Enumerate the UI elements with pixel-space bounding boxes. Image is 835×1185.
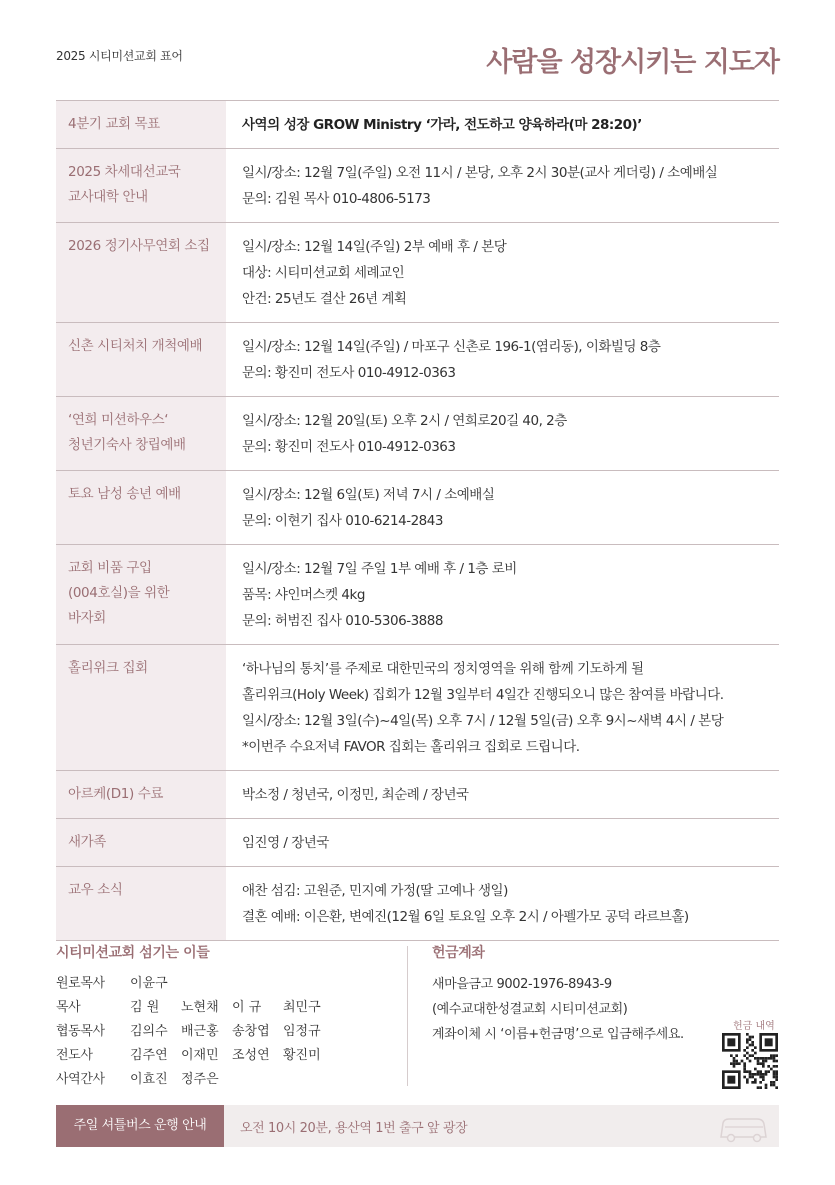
- row-label-line: 토요 남성 송년 예배: [68, 486, 181, 502]
- row-label-line: 교우 소식: [68, 882, 123, 898]
- staff-row: [56, 996, 416, 1020]
- staff-title: 시티미션교회 섬기는 이들: [56, 945, 210, 961]
- offering-title: 헌금계좌: [432, 945, 485, 961]
- row-content-line: *이번주 수요저녁 FAVOR 집회는 홀리위크 집회로 드립니다.: [242, 739, 580, 755]
- staff-name: 임정규: [283, 1024, 321, 1039]
- section-divider: [407, 946, 408, 1086]
- table-row: [56, 645, 779, 771]
- table-row: [56, 323, 779, 397]
- row-label: [56, 819, 226, 866]
- staff-name: 조성연: [232, 1048, 270, 1063]
- staff-name: 정주은: [181, 1072, 219, 1087]
- staff-role: 목사: [56, 1000, 81, 1015]
- row-content-line: 일시/장소: 12월 14일(주일) 2부 예배 후 / 본당: [242, 239, 507, 255]
- account-holder: (예수교대한성결교회 시티미션교회): [432, 1002, 628, 1017]
- staff-name: 송창엽: [232, 1024, 270, 1039]
- row-label: [56, 323, 226, 396]
- row-content: [226, 545, 779, 644]
- row-content-line: 문의: 허범진 집사 010-5306-3888: [242, 613, 443, 629]
- row-content-line: 일시/장소: 12월 14일(주일) / 마포구 신촌로 196-1(염리동), 이화빌딩 8층: [242, 339, 661, 355]
- row-content-line: 문의: 이현기 집사 010-6214-2843: [242, 513, 443, 529]
- row-label-line: 4분기 교회 목표: [68, 116, 160, 132]
- row-content-line: 일시/장소: 12월 7일 주일 1부 예배 후 / 1층 로비: [242, 561, 517, 577]
- row-content: [226, 471, 779, 544]
- row-label: [56, 771, 226, 818]
- row-content: [226, 323, 779, 396]
- row-content: [226, 645, 779, 770]
- row-content: [226, 223, 779, 322]
- row-content-line: 일시/장소: 12월 3일(수)~4일(목) 오후 7시 / 12월 5일(금) 오후 9시~새벽 4시 / 본당: [242, 713, 724, 729]
- row-label: [56, 101, 226, 148]
- staff-role: 협동목사: [56, 1024, 105, 1039]
- row-content: [226, 867, 779, 940]
- row-label-line: 청년기숙사 창립예배: [68, 437, 186, 453]
- row-content-line: 임진영 / 장년국: [242, 835, 329, 851]
- row-content-line: 결혼 예배: 이은환, 변예진(12월 6일 토요일 오후 2시 / 아펠가모 공덕 라르브홀): [242, 909, 689, 925]
- staff-row: [56, 1044, 416, 1068]
- qr-code-icon[interactable]: [722, 1033, 778, 1089]
- row-content: [226, 149, 779, 222]
- row-label-line: 2026 정기사무연회 소집: [68, 238, 210, 254]
- row-content: [226, 397, 779, 470]
- qr-label: 헌금 내역: [733, 1021, 775, 1032]
- row-content-line: 일시/장소: 12월 7일(주일) 오전 11시 / 본당, 오후 2시 30분(교사 게더링) / 소예배실: [242, 165, 718, 181]
- row-content-line: 애찬 섬김: 고원준, 민지예 가정(딸 고예나 생일): [242, 883, 508, 899]
- row-label-line: 교사대학 안내: [68, 189, 148, 205]
- row-label-line: 새가족: [68, 834, 106, 850]
- row-content-line: 일시/장소: 12월 20일(토) 오후 2시 / 연희로20길 40, 2층: [242, 413, 567, 429]
- staff-role: 원로목사: [56, 976, 105, 991]
- row-label-line: ‘연희 미션하우스‘: [68, 412, 169, 428]
- bus-icon: [717, 1113, 769, 1143]
- row-label-line: 아르케(D1) 수료: [68, 786, 164, 802]
- row-label: [56, 149, 226, 222]
- account-number: 새마을금고 9002-1976-8943-9: [432, 977, 612, 992]
- row-content: [226, 771, 779, 818]
- row-content-line: 홀리위크(Holy Week) 집회가 12월 3일부터 4일간 진행되오니 많은 참여를 바랍니다.: [242, 687, 724, 703]
- staff-name: 김의수: [130, 1024, 168, 1039]
- table-row: [56, 471, 779, 545]
- row-content-line: ‘하나님의 통치’를 주제로 대한민국의 정치영역을 위해 함께 기도하게 될: [242, 661, 644, 677]
- row-content-line: 일시/장소: 12월 6일(토) 저녁 7시 / 소예배실: [242, 487, 495, 503]
- staff-name: 김주연: [130, 1048, 168, 1063]
- shuttle-bar: [56, 1105, 779, 1147]
- staff-list: [56, 972, 416, 1092]
- staff-section: [56, 942, 416, 1092]
- row-label: [56, 471, 226, 544]
- staff-name: 이윤구: [130, 976, 168, 991]
- row-content-line: 안건: 25년도 결산 26년 계획: [242, 291, 407, 307]
- table-row: [56, 867, 779, 941]
- staff-name: 이 규: [232, 1000, 262, 1015]
- notice-table: [56, 100, 779, 941]
- row-label-line: (004호실)을 위한: [68, 585, 170, 601]
- row-label-line: 신촌 시티처치 개척예배: [68, 338, 203, 354]
- shuttle-label: 주일 셔틀버스 운행 안내: [56, 1105, 224, 1147]
- motto-caption: 2025 시티미션교회 표어: [56, 49, 183, 63]
- row-content-line: 대상: 시티미션교회 세례교인: [242, 265, 405, 281]
- staff-role: 전도사: [56, 1048, 93, 1063]
- page-title: 사람을 성장시키는 지도자: [486, 47, 779, 78]
- table-row: [56, 149, 779, 223]
- table-row: [56, 819, 779, 867]
- staff-row: [56, 972, 416, 996]
- table-row: [56, 771, 779, 819]
- staff-name: 이재민: [181, 1048, 219, 1063]
- offering-section: [432, 942, 782, 1047]
- staff-name: 황진미: [283, 1048, 321, 1063]
- row-content: [226, 819, 779, 866]
- row-label: [56, 867, 226, 940]
- row-content-line: 문의: 김원 목사 010-4806-5173: [242, 191, 431, 207]
- staff-name: 김 원: [130, 1000, 160, 1015]
- staff-row: [56, 1068, 416, 1092]
- table-row: [56, 397, 779, 471]
- row-content-line: 사역의 성장 GROW Ministry ‘가라, 전도하고 양육하라(마 28:20)’: [242, 117, 642, 133]
- row-label-line: 바자회: [68, 610, 106, 626]
- staff-role: 사역간사: [56, 1072, 105, 1087]
- row-label: [56, 397, 226, 470]
- row-content-line: 박소정 / 청년국, 이정민, 최순례 / 장년국: [242, 787, 469, 803]
- staff-name: 최민구: [283, 1000, 321, 1015]
- row-content-line: 문의: 황진미 전도사 010-4912-0363: [242, 365, 456, 381]
- row-label-line: 홀리위크 집회: [68, 660, 148, 676]
- staff-name: 배근홍: [181, 1024, 219, 1039]
- transfer-note: 계좌이체 시 ‘이름+헌금명’으로 입금해주세요.: [432, 1027, 684, 1042]
- table-row: [56, 223, 779, 323]
- row-label-line: 교회 비품 구입: [68, 560, 152, 576]
- row-content-line: 문의: 황진미 전도사 010-4912-0363: [242, 439, 456, 455]
- staff-row: [56, 1020, 416, 1044]
- staff-name: 이효진: [130, 1072, 168, 1087]
- row-content: [226, 101, 779, 148]
- table-row: [56, 545, 779, 645]
- row-label-line: 2025 차세대선교국: [68, 164, 181, 180]
- row-label: [56, 545, 226, 644]
- staff-name: 노현채: [181, 1000, 219, 1015]
- row-content-line: 품목: 샤인머스켓 4kg: [242, 587, 365, 603]
- row-label: [56, 223, 226, 322]
- table-row: [56, 101, 779, 149]
- row-label: [56, 645, 226, 770]
- shuttle-text: 오전 10시 20분, 용산역 1번 출구 앞 광장: [240, 1120, 468, 1136]
